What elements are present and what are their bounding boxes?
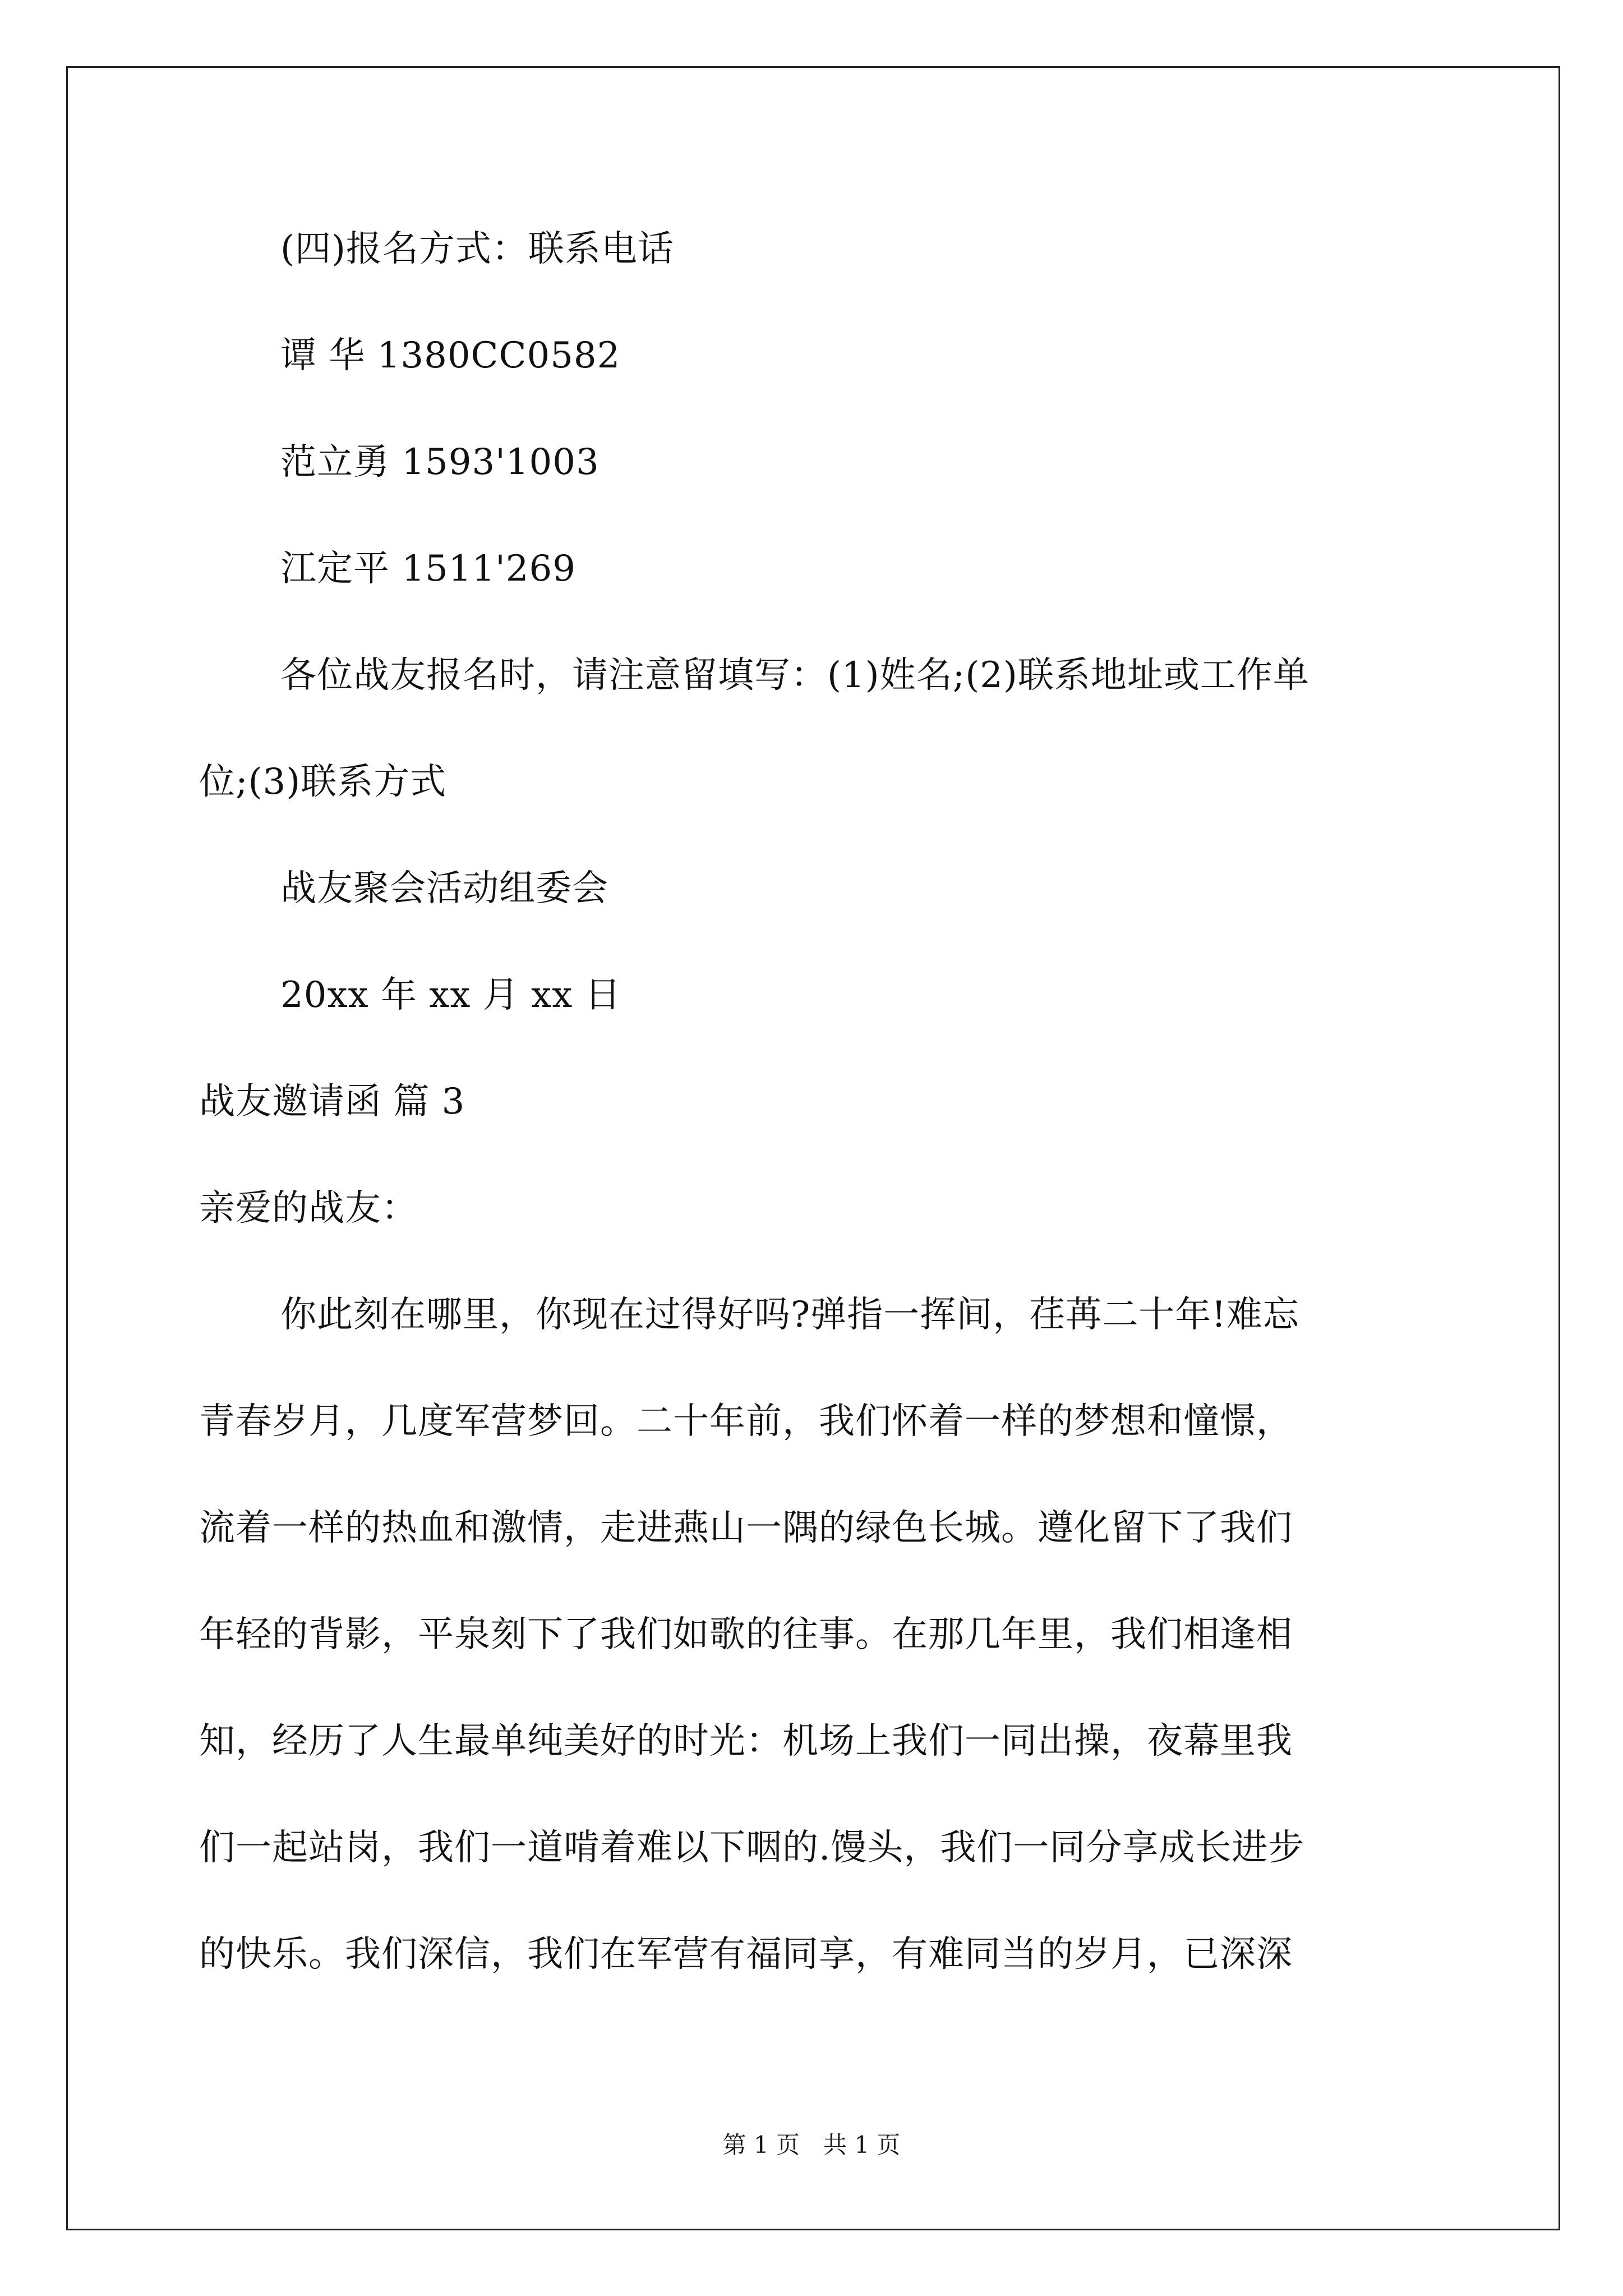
text-line-registration-method: (四)报名方式：联系电话	[280, 228, 674, 270]
page-border	[66, 66, 1560, 2230]
paragraph-line: 你此刻在哪里，你现在过得好吗?弹指一挥间，荏苒二十年!难忘	[280, 1294, 1300, 1336]
text-line-registration-note: 各位战友报名时，请注意留填写：(1)姓名;(2)联系地址或工作单	[280, 655, 1310, 696]
salutation: 亲爱的战友：	[199, 1188, 418, 1229]
paragraph-line: 年轻的背影，平泉刻下了我们如歌的往事。在那几年里，我们相逢相	[199, 1614, 1293, 1655]
page-number-footer: 第 1 页 共 1 页	[722, 2131, 901, 2159]
paragraph-line: 流着一样的热血和激情，走进燕山一隅的绿色长城。遵化留下了我们	[199, 1507, 1293, 1549]
paragraph-line: 知，经历了人生最单纯美好的时光：机场上我们一同出操，夜幕里我	[199, 1720, 1293, 1762]
text-line-contact-fan-liyong: 范立勇 1593'1003	[280, 441, 600, 483]
paragraph-line: 们一起站岗，我们一道啃着难以下咽的.馒头，我们一同分享成长进步	[199, 1827, 1305, 1869]
text-line-contact-tan-hua: 谭 华 1380CC0582	[280, 335, 621, 376]
text-line-date: 20xx 年 xx 月 xx 日	[280, 974, 621, 1016]
text-line-contact-jiang-dingping: 江定平 1511'269	[280, 548, 576, 590]
section-heading: 战友邀请函 篇 3	[199, 1081, 465, 1122]
text-line-registration-note-cont: 位;(3)联系方式	[199, 761, 447, 803]
paragraph-line: 的快乐。我们深信，我们在军营有福同享，有难同当的岁月，已深深	[199, 1934, 1293, 1975]
text-line-organizer: 战友聚会活动组委会	[280, 868, 608, 909]
paragraph-line: 青春岁月，几度军营梦回。二十年前，我们怀着一样的梦想和憧憬，	[199, 1401, 1293, 1442]
